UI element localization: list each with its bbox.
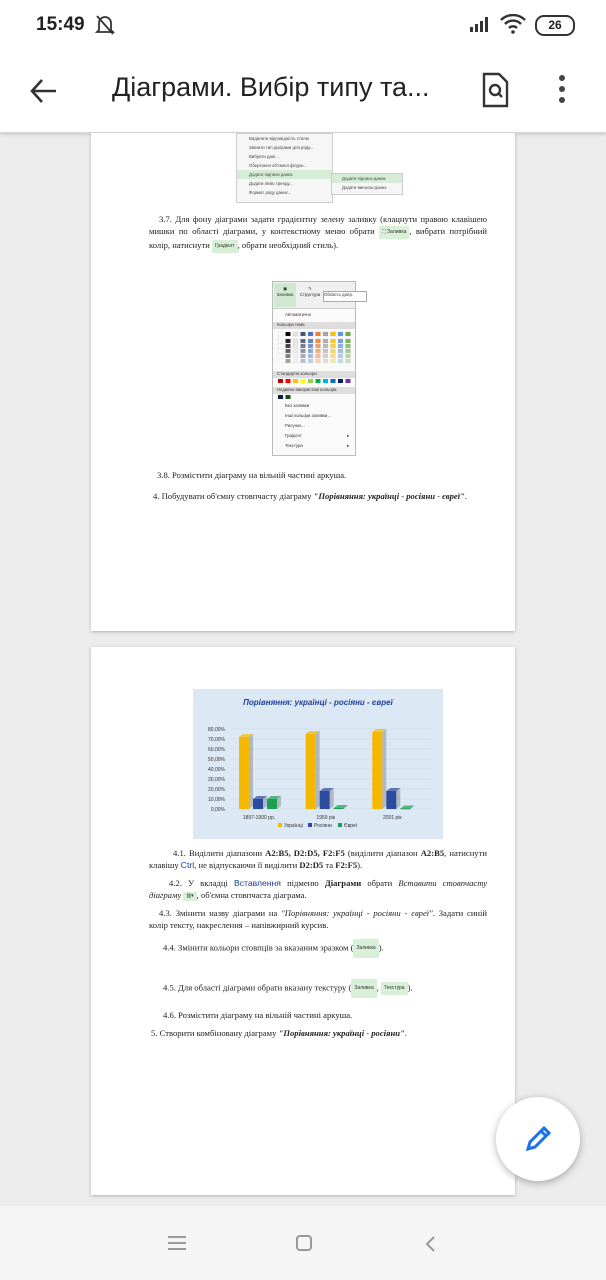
swatch — [278, 359, 283, 363]
swatch — [316, 344, 321, 348]
swatch — [331, 349, 336, 353]
ribbon-area-select: Область діагр. — [323, 291, 367, 302]
y-tick-label: 20,00% — [208, 787, 225, 793]
swatch — [286, 339, 291, 343]
swatch — [278, 354, 283, 358]
swatch — [346, 359, 351, 363]
battery-indicator: 26 — [535, 15, 575, 36]
paragraph-5: 5. Створити комбіновану діаграму "Порівняння: українці - росіяни". — [151, 1028, 407, 1038]
swatch — [308, 339, 313, 343]
paragraph-4-4: 4.4. Змінити кольори стовпців за вказаним зразком ( Заливка ). — [163, 939, 384, 958]
bar-side — [316, 731, 320, 809]
swatch — [316, 349, 321, 353]
texture-button-image: Текстура — [381, 982, 408, 995]
edit-fab[interactable] — [496, 1097, 580, 1181]
swatch — [293, 349, 298, 353]
swatch — [278, 379, 283, 383]
swatch — [331, 354, 336, 358]
swatch — [323, 354, 328, 358]
bar-side — [396, 788, 400, 809]
bar — [386, 791, 396, 809]
swatch — [301, 354, 306, 358]
swatch — [293, 332, 298, 336]
swatch — [293, 359, 298, 363]
bar-top — [400, 806, 414, 809]
swatch — [316, 354, 321, 358]
swatch — [316, 332, 321, 336]
back-arrow-icon[interactable] — [28, 76, 58, 111]
chevron-right-icon: ▸ — [347, 433, 350, 438]
column-chart — [193, 689, 443, 839]
palette-item: Рисунок... — [285, 423, 305, 428]
chart-title: Порівняння: українці - росіяни - євреї — [243, 698, 393, 707]
x-tick-label: 2001 рік — [383, 815, 402, 821]
color-swatches — [273, 329, 355, 409]
swatch — [338, 349, 343, 353]
y-tick-label: 10,00% — [208, 797, 225, 803]
legend-swatch — [338, 823, 342, 827]
swatch — [346, 349, 351, 353]
swatch — [331, 339, 336, 343]
swatch — [346, 354, 351, 358]
paragraph-3-7: 3.7. Для фону діаграми задати градієнтну зелену заливку (клацнути правою клавішею мишки по області діаграми, у контекстному меню обрати ⛶ Заливка , вибрати потрібний колір, натиснути Градієнт , обрати необхідний стиль). — [149, 213, 487, 253]
palette-item: Градієнт — [285, 433, 302, 438]
palette-item: Текстура — [285, 443, 303, 448]
swatch — [308, 354, 313, 358]
swatch — [331, 332, 336, 336]
ribbon-outline-button: ✎ Структура — [299, 286, 321, 297]
swatch — [301, 339, 306, 343]
swatch — [293, 354, 298, 358]
paragraph-4-1: 4.1. Виділити діапазони A2:B5, D2:D5, F2:F5 (виділити діапазон A2:B5, натиснути клавішу Ctrl, не відпускаючи її виділити D2:D5 та F2:F5). — [149, 848, 487, 871]
home-icon[interactable] — [296, 1235, 312, 1256]
y-tick-label: 0,00% — [210, 807, 225, 813]
pencil-icon — [524, 1123, 554, 1158]
document-page-2 — [91, 647, 515, 1195]
paragraph-4-5: 4.5. Для області діаграми обрати вказану текстуру ( Заливка , Текстура ). — [163, 979, 413, 998]
swatch — [346, 339, 351, 343]
palette-item: Без заливки — [285, 403, 310, 408]
submenu-item: Додати виноски даних — [342, 185, 387, 190]
legend-swatch — [278, 823, 282, 827]
swatch — [338, 344, 343, 348]
paragraph-4: 4. Побудувати об'ємну стовпчасту діаграму "Порівняння: українці - росіяни - євреї". — [153, 491, 468, 501]
ribbon-fill-button: ▣ Заливка — [274, 283, 296, 307]
swatch — [301, 349, 306, 353]
swatch — [323, 339, 328, 343]
swatch — [278, 332, 283, 336]
context-menu-item: Вибрати дані... — [249, 154, 279, 159]
column-chart-icon: ▥▾ — [183, 892, 196, 901]
swatch — [301, 332, 306, 336]
swatch — [278, 395, 283, 399]
swatch — [308, 349, 313, 353]
legend-label: Євреї — [344, 823, 358, 829]
swatch — [286, 354, 291, 358]
bar — [253, 799, 263, 809]
swatch — [286, 332, 291, 336]
context-menu-item: Змінити тип діаграми для ряду... — [249, 145, 314, 150]
swatch — [338, 379, 343, 383]
swatch — [286, 379, 291, 383]
swatch — [278, 349, 283, 353]
bar — [320, 791, 330, 809]
swatch — [293, 339, 298, 343]
paint-bucket-icon: ⛶ — [382, 228, 386, 235]
swatch — [286, 344, 291, 348]
swatch — [346, 344, 351, 348]
clock: 15:49 — [36, 14, 85, 35]
swatch — [338, 354, 343, 358]
swatch — [301, 359, 306, 363]
swatch — [301, 344, 306, 348]
swatch — [316, 379, 321, 383]
bar — [334, 808, 344, 809]
bar-side — [249, 734, 253, 809]
swatch — [323, 332, 328, 336]
back-icon[interactable] — [424, 1235, 436, 1258]
swatch — [293, 344, 298, 348]
navigation-bar — [0, 1206, 606, 1280]
y-tick-label: 60,00% — [208, 747, 225, 753]
bar — [267, 799, 277, 809]
swatch — [346, 379, 351, 383]
bar — [400, 809, 410, 810]
bar-side — [382, 729, 386, 809]
legend-swatch — [308, 823, 312, 827]
y-tick-label: 80,00% — [208, 727, 225, 733]
swatch — [278, 339, 283, 343]
swatch — [323, 379, 328, 383]
chart-image — [193, 689, 443, 839]
legend-label: Українці — [284, 823, 303, 829]
swatch — [316, 339, 321, 343]
submenu-item: Додати підписи даних — [332, 174, 402, 183]
paragraph-4-3: 4.3. Змінити назву діаграми на "Порівняння: українці - росіяни - євреї". Задати синій колір тексту, накреслення – напівжирний курсив. — [149, 908, 487, 931]
chevron-right-icon: ▸ — [347, 443, 350, 448]
swatch — [331, 359, 336, 363]
swatch — [323, 344, 328, 348]
swatch — [308, 379, 313, 383]
palette-item: Інші кольори заливки... — [285, 413, 331, 418]
swatch — [286, 359, 291, 363]
swatch — [316, 359, 321, 363]
x-tick-label: 1897-1900 рр. — [242, 815, 276, 821]
swatch — [338, 339, 343, 343]
y-tick-label: 40,00% — [208, 767, 225, 773]
context-menu-item: Додати лінію тренду... — [249, 181, 293, 186]
x-tick-label: 1959 рік — [316, 815, 335, 821]
swatch — [308, 344, 313, 348]
swatch — [323, 359, 328, 363]
find-in-document-icon[interactable] — [480, 72, 510, 113]
y-tick-label: 30,00% — [208, 777, 225, 783]
context-menu-item: Додати підписи даних — [237, 170, 332, 179]
swatch — [286, 349, 291, 353]
context-menu-item: Обертання об'ємної фігури... — [249, 163, 307, 168]
bar-side — [330, 788, 334, 809]
y-tick-label: 50,00% — [208, 757, 225, 763]
swatch — [308, 332, 313, 336]
fill-button-image: Заливка — [351, 979, 376, 998]
context-menu-item: Формат ряду даних... — [249, 190, 292, 195]
fill-button-image: ⛶ Заливка — [379, 226, 409, 239]
signal-icon — [470, 16, 492, 37]
gradient-button-image: Градієнт — [212, 240, 238, 253]
context-menu-image — [236, 133, 333, 203]
more-options-icon[interactable] — [558, 74, 566, 111]
bar — [239, 737, 249, 809]
swatch — [293, 379, 298, 383]
context-menu-item: Видалити відповідність стилю — [249, 136, 309, 141]
context-submenu-image — [331, 173, 403, 195]
document-title: Діаграми. Вибір типу та... — [112, 72, 430, 102]
swatch — [286, 395, 291, 399]
fill-button-image: Заливка — [353, 939, 378, 958]
swatch — [301, 379, 306, 383]
pencil-icon: ✎ — [308, 286, 312, 291]
y-tick-label: 70,00% — [208, 737, 225, 743]
swatch — [346, 332, 351, 336]
bar — [372, 732, 382, 809]
swatch — [278, 344, 283, 348]
bar — [306, 734, 316, 809]
status-bar — [0, 0, 606, 52]
swatch — [331, 344, 336, 348]
paragraph-4-6: 4.6. Розмістити діаграму на вільній частині аркуша. — [163, 1010, 353, 1020]
paragraph-3-8: 3.8. Розмістити діаграму на вільній частині аркуша. — [157, 470, 347, 480]
legend-label: Росіяни — [314, 823, 332, 829]
swatch — [323, 349, 328, 353]
fill-palette-image: ▣ Заливка ✎ Структура Область діагр. Автоматично Кольори теми Стандартні кольори Недавно використані кольори Без заливки Інші кольори заливки... Рисунок... Градієнт Текстура ▸ ▸ — [272, 281, 356, 456]
swatch — [338, 332, 343, 336]
paint-bucket-icon: ▣ — [282, 286, 288, 291]
document-page-1 — [91, 133, 515, 631]
muted-bell-icon — [95, 14, 115, 41]
menu-icon[interactable] — [168, 1236, 186, 1255]
paragraph-4-2: 4.2. У вкладці Вставлення підменю Діаграми обрати Вставити стовпчасту діаграму ▥▾ , об'ємна стовпчаста діаграма. — [149, 878, 488, 901]
wifi-icon — [500, 14, 526, 39]
swatch — [338, 359, 343, 363]
swatch — [331, 379, 336, 383]
app-bar — [0, 52, 606, 133]
swatch — [308, 359, 313, 363]
